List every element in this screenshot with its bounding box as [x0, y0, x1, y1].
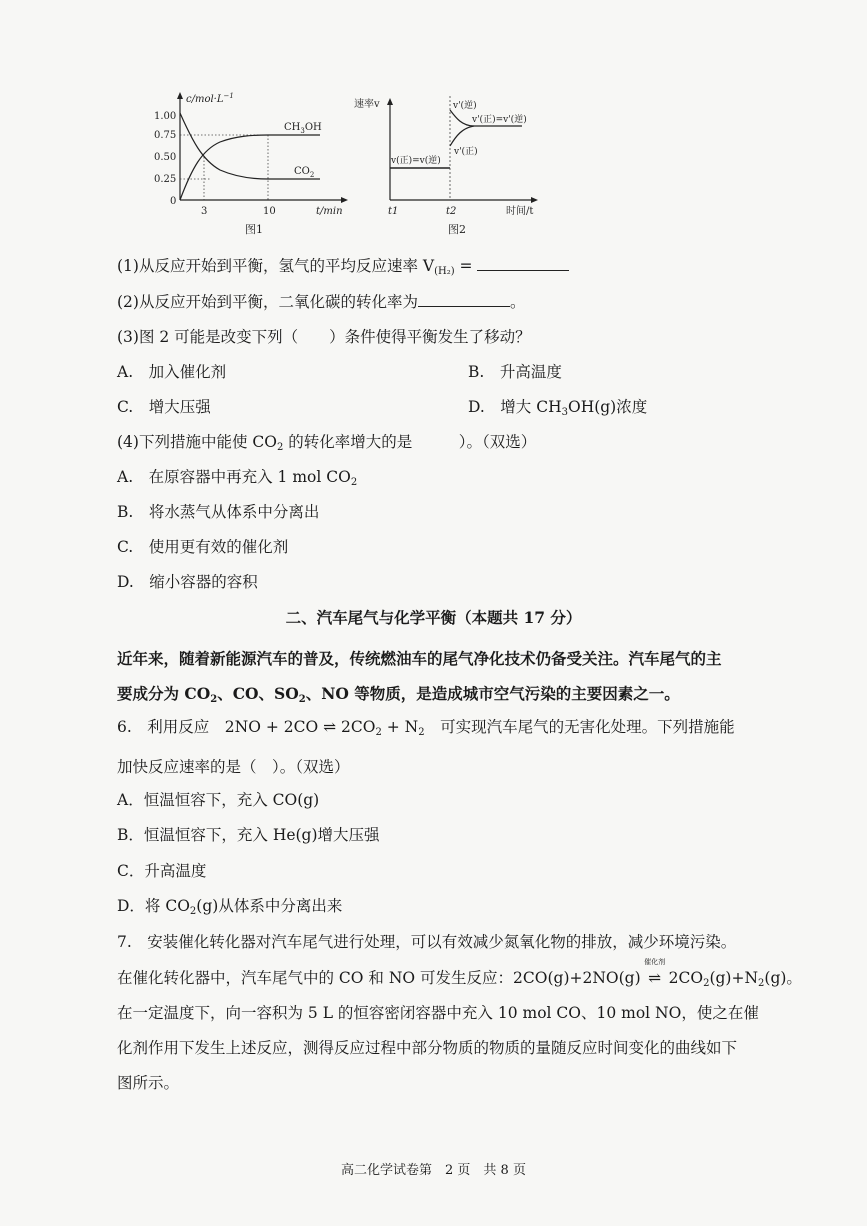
- fig2-label-eq: v(正)=v(逆): [391, 156, 441, 166]
- q2-answer-blank[interactable]: [418, 292, 510, 307]
- fig1-ytick-0: 0: [170, 196, 177, 207]
- fig2-x-arrow: [531, 197, 538, 203]
- fig2-fwd-curve: [450, 126, 474, 146]
- q1-sub: (H₂): [434, 266, 455, 277]
- question-1: [117, 256, 569, 282]
- q3-option-b[interactable]: B. 升高温度: [468, 363, 562, 381]
- q4-option-a[interactable]: A. 在原容器中再充入 1 mol $CO_2$: [117, 468, 358, 488]
- fig1-ytick-075: 0.75: [154, 130, 177, 141]
- question-3: (3)图 2 可能是改变下列（ ）条件使得平衡发生了移动？: [117, 328, 531, 346]
- fig2-xtick-t1: t1: [388, 206, 399, 217]
- fig1-xtick-3: 3: [201, 206, 208, 217]
- q6-option-c[interactable]: C．升高温度: [117, 862, 207, 880]
- q4-option-c[interactable]: C. 使用更有效的催化剂: [117, 538, 289, 556]
- fig2-y-arrow: [387, 98, 393, 105]
- q7-line-3: 在一定温度下，向一容积为 5 L 的恒容密闭容器中充入 10 mol CO、10 mol NO，使之在催: [117, 1004, 759, 1022]
- fig1-x-label: t/min: [316, 206, 343, 217]
- q7-line-1: 7. 安装催化转化器对汽车尾气进行处理，可以有效减少氮氧化物的排放，减少环境污染。: [117, 933, 737, 951]
- fig2-label-rev: v'(逆): [453, 101, 477, 111]
- fig1-xtick-10: 10: [263, 206, 276, 217]
- fig2-label-fwd: v'(正): [454, 147, 478, 157]
- q2-text: (2)从反应开始到平衡，二氧化碳的转化率为: [117, 293, 418, 311]
- fig1-y-label: $c/mol\cdot L^{-1}$: [186, 92, 234, 105]
- q4-option-d[interactable]: D. 缩小容器的容积: [117, 573, 258, 591]
- fig2-label-eq2: v'(正)=v'(逆): [472, 115, 527, 125]
- q1-text: (1)从反应开始到平衡，氢气的平均反应速率 V: [117, 257, 435, 275]
- q7-line-5: 图所示。: [117, 1074, 180, 1092]
- q6-option-a[interactable]: A．恒温恒容下，充入 CO(g): [117, 791, 320, 809]
- catalyst-arrow: 催化剂 ⇌: [644, 958, 666, 987]
- fig2-xtick-t2: t2: [446, 206, 457, 217]
- figure-1-chart: [140, 88, 360, 238]
- q1-answer-blank[interactable]: [477, 256, 569, 271]
- fig2-caption: 图2: [448, 223, 466, 236]
- intro-line-2: 要成分为 $CO_2$、CO、$SO_2$、NO 等物质，是造成城市空气污染的主要因素之一。: [117, 684, 680, 705]
- q3-option-c[interactable]: C. 增大压强: [117, 398, 211, 416]
- q6-option-d[interactable]: D．将 $CO_2(g)$从体系中分离出来: [117, 897, 343, 917]
- q6-line-2: 加快反应速率的是（ ）。（双选）: [117, 758, 350, 776]
- q2-tail: 。: [509, 293, 526, 311]
- question-6: 6. 利用反应 2NO + 2CO ⇌ $2CO_2 + N_2$ 可实现汽车尾气的无害化处理。下列措施能: [117, 718, 735, 738]
- fig1-label-co2: $CO_2$: [294, 166, 315, 179]
- intro-line-1: 近年来，随着新能源汽车的普及，传统燃油车的尾气净化技术仍备受关注。汽车尾气的主: [117, 649, 722, 668]
- fig1-ytick-025: 0.25: [154, 174, 177, 185]
- fig2-x-label: 时间/t: [506, 206, 534, 217]
- q7-line-2: 在催化转化器中，汽车尾气中的 CO 和 NO 可发生反应：2CO(g)+2NO(g) 催化剂 ⇌ $2CO_2(g)+N_2(g)$。: [117, 958, 802, 989]
- fig1-label-ch3oh: $CH_3OH$: [284, 122, 322, 135]
- question-2: [117, 292, 525, 312]
- fig1-caption: 图1: [245, 223, 263, 236]
- figure-2-chart: [350, 88, 550, 238]
- q7-line-4: 化剂作用下发生上述反应，测得反应过程中部分物质的物质的量随反应时间变化的曲线如下: [117, 1039, 738, 1057]
- q1-tail: =: [454, 257, 473, 275]
- q3-option-d[interactable]: D. 增大 $CH_3OH(g)$浓度: [468, 398, 648, 418]
- fig1-y-arrow: [177, 92, 183, 99]
- page-footer: 高二化学试卷第 2 页 共 8 页: [341, 1163, 526, 1178]
- fig1-ytick-100: 1.00: [154, 111, 177, 122]
- fig2-y-label: 速率v: [354, 99, 380, 110]
- q4-option-b[interactable]: B. 将水蒸气从体系中分离出: [117, 503, 320, 521]
- fig1-ytick-050: 0.50: [154, 152, 177, 163]
- fig1-x-arrow: [341, 197, 348, 203]
- q6-option-b[interactable]: B．恒温恒容下，充入 He(g)增大压强: [117, 826, 380, 844]
- question-4: (4)下列措施中能使 $CO_2$ 的转化率增大的是 ）。（双选）: [117, 433, 537, 453]
- section-2-title: 二、汽车尾气与化学平衡（本题共 17 分）: [285, 608, 582, 627]
- q3-option-a[interactable]: A. 加入催化剂: [117, 363, 227, 381]
